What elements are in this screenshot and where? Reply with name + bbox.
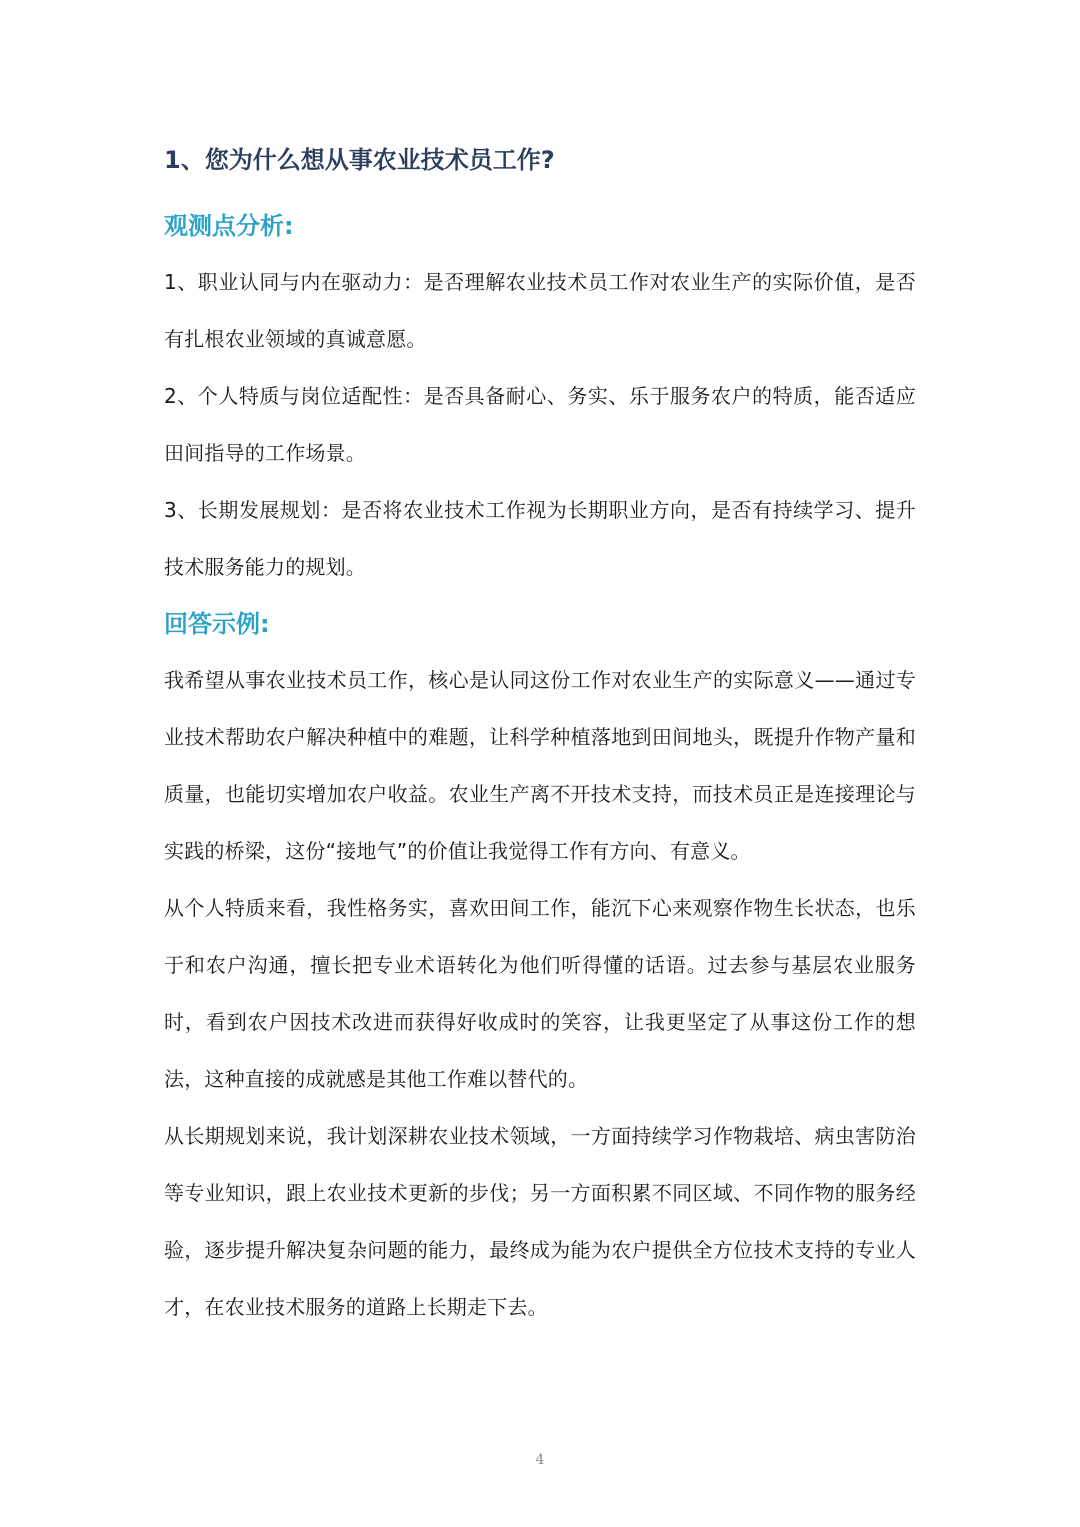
analysis-point: 1、职业认同与内在驱动力：是否理解农业技术员工作对农业生产的实际价值，是否有扎根农业领域的真诚意愿。 <box>164 270 916 351</box>
answer-paragraph: 从长期规划来说，我计划深耕农业技术领域，一方面持续学习作物栽培、病虫害防治等专业知识，跟上农业技术更新的步伐；另一方面积累不同区域、不同作物的服务经验，逐步提升解决复杂问题的能力，最终成为能为农户提供全方位技术支持的专业人才，在农业技术服务的道路上长期走下去。 <box>164 1124 916 1319</box>
analysis-heading: 观测点分析: <box>164 212 294 240</box>
question-title: 1、您为什么想从事农业技术员工作? <box>164 146 555 174</box>
page-content <box>164 132 916 1336</box>
analysis-point: 2、个人特质与岗位适配性：是否具备耐心、务实、乐于服务农户的特质，能否适应田间指导的工作场景。 <box>164 384 916 465</box>
answer-heading: 回答示例: <box>164 610 270 638</box>
answer-paragraph: 从个人特质来看，我性格务实，喜欢田间工作，能沉下心来观察作物生长状态，也乐于和农户沟通，擅长把专业术语转化为他们听得懂的话语。过去参与基层农业服务时，看到农户因技术改进而获得好收成时的笑容，让我更坚定了从事这份工作的想法，这种直接的成就感是其他工作难以替代的。 <box>164 896 916 1091</box>
answer-paragraph: 我希望从事农业技术员工作，核心是认同这份工作对农业生产的实际意义——通过专业技术帮助农户解决种植中的难题，让科学种植落地到田间地头，既提升作物产量和质量，也能切实增加农户收益。农业生产离不开技术支持，而技术员正是连接理论与实践的桥梁，这份“接地气”的价值让我觉得工作有方向、有意义。 <box>164 668 916 863</box>
analysis-point: 3、长期发展规划：是否将农业技术工作视为长期职业方向，是否有持续学习、提升技术服务能力的规划。 <box>164 498 916 579</box>
page-number: 4 <box>535 1452 545 1468</box>
